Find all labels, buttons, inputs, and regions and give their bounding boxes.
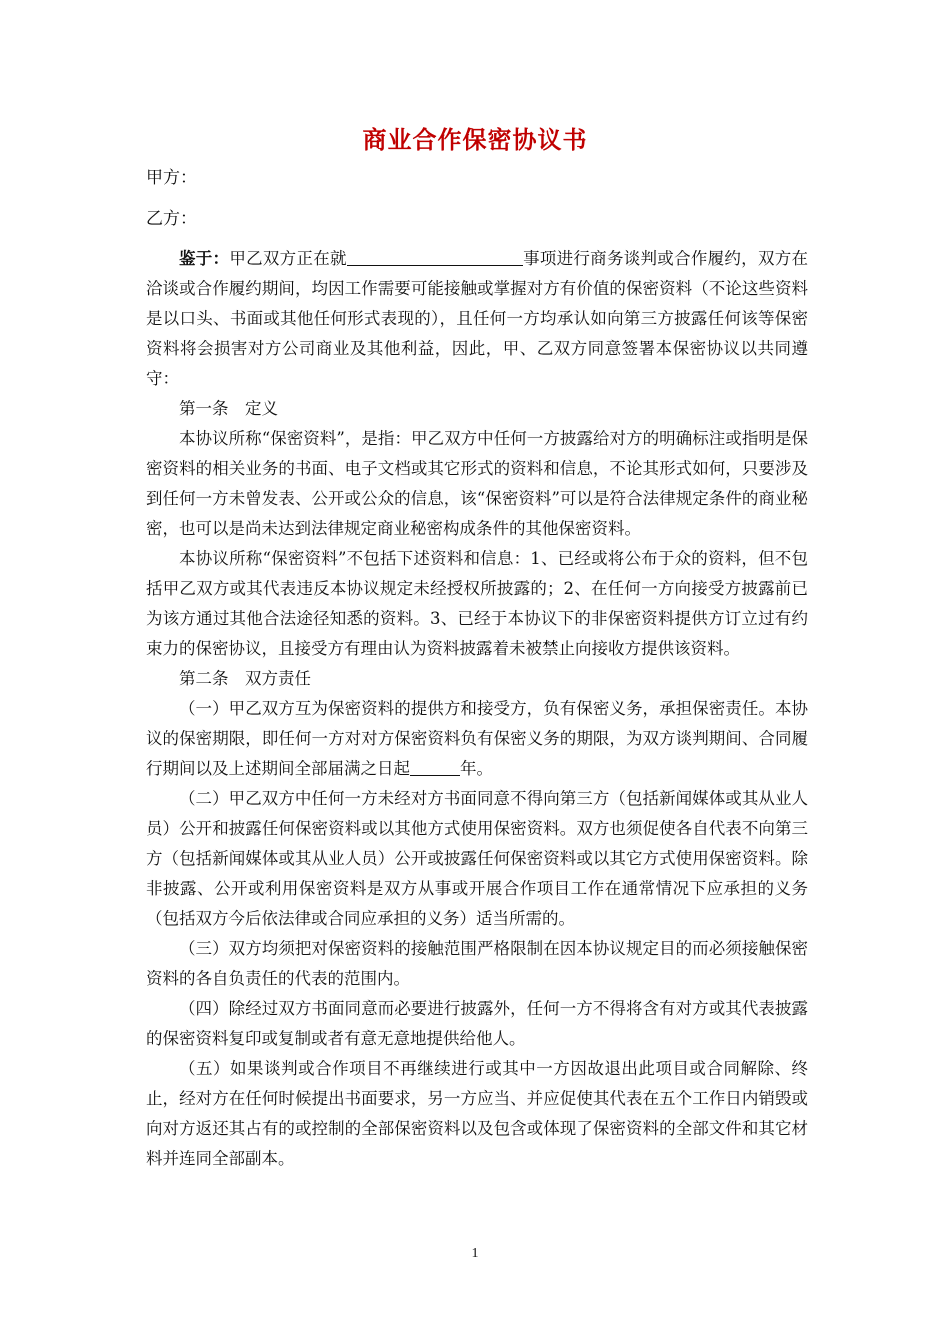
clause1-part1: （一）甲乙双方互为保密资料的提供方和接受方，负有保密义务，承担保密责任。本协议的保密期限，即任何一方对对方保密资料负有保密义务的期限，为双方谈判期间、合同履行期间以及上述期间全部届满之日起: [146, 699, 808, 778]
article2-clause-3: （三）双方均须把对保密资料的接触范围严格限制在因本协议规定目的而必须接触保密资料的各自负责任的代表的范围内。: [146, 939, 808, 988]
page-number: 1: [471, 1246, 479, 1261]
party-a-label: 甲方：: [146, 168, 197, 188]
article2-clause-4: （四）除经过双方书面同意而必要进行披露外，任何一方不得将含有对方或其代表披露的保密资料复印或复制或者有意无意地提供给他人。: [146, 999, 808, 1048]
article1-paragraph-2: 本协议所称“保密资料”不包括下述资料和信息：1、已经或将公布于众的资料，但不包括甲乙双方或其代表违反本协议规定未经授权所披露的；2、在任何一方向接受方披露前已为该方通过其他合法途径知悉的资料。3、已经于本协议下的非保密资料提供方订立过有约束力的保密协议，且接受方有理由认为资料披露着未被禁止向接收方提供该资料。: [146, 549, 808, 658]
article1-heading: 第一条 定义: [179, 399, 278, 418]
clause1-part2: 年。: [460, 759, 493, 778]
intro-paragraph: [146, 244, 808, 394]
intro-part1: 甲乙双方正在就: [229, 249, 347, 268]
agreement-body: [146, 244, 808, 1174]
document-title: 商业合作保密协议书: [362, 125, 588, 154]
matter-blank-line: [347, 247, 523, 266]
intro-part2: 事项进行商务谈判或合作履约，双方在洽谈或合作履约期间，均因工作需要可能接触或掌握对方有价值的保密资料（不论这些资料是以口头、书面或其他任何形式表现的），且任何一方均承认如向第三方披露任何该等保密资料将会损害对方公司商业及其他利益，因此，甲、乙双方同意签署本保密协议以共同遵守：: [146, 249, 809, 388]
party-b-label: 乙方：: [146, 209, 197, 229]
article2-clause-2: （二）甲乙双方中任何一方未经对方书面同意不得向第三方（包括新闻媒体或其从业人员）公开和披露任何保密资料或以其他方式使用保密资料。双方也须促使各自代表不向第三方（包括新闻媒体或其从业人员）公开或披露任何保密资料或以其它方式使用保密资料。除非披露、公开或利用保密资料是双方从事或开展合作项目工作在通常情况下应承担的义务（包括双方今后依法律或合同应承担的义务）适当所需的。: [146, 789, 808, 928]
article1-paragraph-1: 本协议所称“保密资料”，是指：甲乙双方中任何一方披露给对方的明确标注或指明是保密资料的相关业务的书面、电子文档或其它形式的资料和信息，不论其形式如何，只要涉及到任何一方未曾发表、公开或公众的信息，该“保密资料”可以是符合法律规定条件的商业秘密，也可以是尚未达到法律规定商业秘密构成条件的其他保密资料。: [146, 429, 808, 538]
intro-lead: 鉴于：: [179, 249, 230, 268]
article2-heading: 第二条 双方责任: [179, 669, 311, 688]
article2-clause-1: [146, 694, 808, 784]
article2-clause-5: （五）如果谈判或合作项目不再继续进行或其中一方因故退出此项目或合同解除、终止，经对方在任何时候提出书面要求，另一方应当、并应促使其代表在五个工作日内销毁或向对方返还其占有的或控制的全部保密资料以及包含或体现了保密资料的全部文件和其它材料并连同全部副本。: [146, 1059, 808, 1168]
years-blank-line: [410, 757, 460, 776]
